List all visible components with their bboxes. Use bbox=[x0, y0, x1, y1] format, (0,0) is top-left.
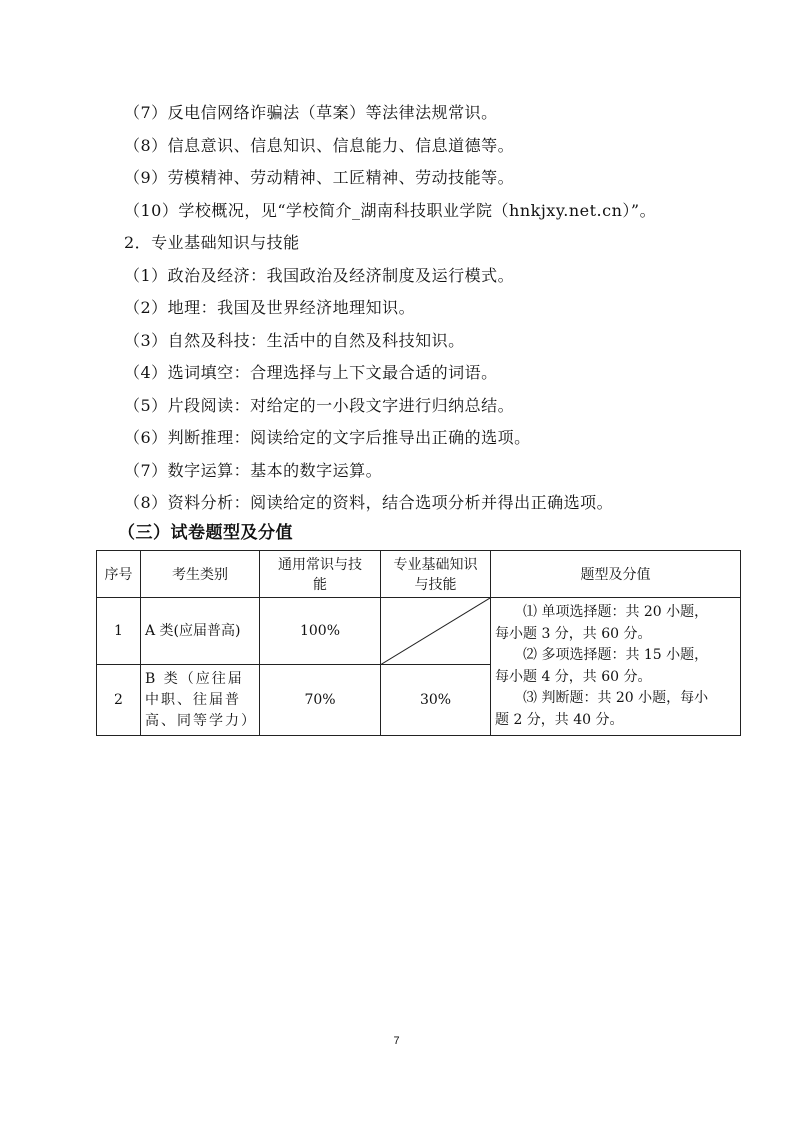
header-cell: 题型及分值 bbox=[491, 551, 741, 598]
header-cell: 考生类别 bbox=[141, 551, 260, 598]
header-cell: 序号 bbox=[97, 551, 141, 598]
general-cell: 70% bbox=[260, 665, 381, 736]
exam-table bbox=[96, 550, 741, 736]
category-cell: A 类(应届普高) bbox=[141, 598, 260, 665]
text-line: （2）地理：我国及世界经济地理知识。 bbox=[124, 298, 416, 317]
text-line: （8）资料分析：阅读给定的资料，结合选项分析并得出正确选项。 bbox=[124, 493, 614, 512]
qt-line: 每小题 3 分，共 60 分。 bbox=[495, 625, 652, 642]
table-header-row bbox=[97, 551, 741, 598]
page-number: 7 bbox=[393, 1035, 400, 1047]
qt-line: 每小题 4 分，共 60 分。 bbox=[495, 668, 652, 685]
category-cell: B 类（应往届中职、往届普高、同等学力） bbox=[141, 665, 260, 736]
header-cell: 专业基础知识与技能 bbox=[381, 551, 491, 598]
text-line: （7）数字运算：基本的数字运算。 bbox=[124, 460, 383, 480]
diagonal-line bbox=[381, 598, 490, 664]
text-line: （6）判断推理：阅读给定的文字后推导出正确的选项。 bbox=[124, 428, 531, 447]
qt-line: ⑶ 判断题：共 20 小题，每小 bbox=[523, 690, 709, 706]
general-cell: 100% bbox=[260, 598, 381, 665]
section-heading: （三）试卷题型及分值 bbox=[118, 523, 293, 543]
text-line: （9）劳模精神、劳动精神、工匠精神、劳动技能等。 bbox=[124, 168, 515, 187]
empty-diagonal-cell bbox=[381, 598, 491, 665]
row-number: 1 bbox=[97, 598, 141, 665]
professional-cell: 30% bbox=[381, 665, 491, 736]
table-row bbox=[97, 598, 741, 665]
question-types-cell bbox=[491, 598, 741, 736]
text-line: （10）学校概况，见“学校简介_湖南科技职业学院（hnkjxy.net.cn）”。 bbox=[124, 200, 657, 220]
text-line: （7）反电信网络诈骗法（草案）等法律法规常识。 bbox=[124, 103, 498, 122]
qt-line: 题 2 分，共 40 分。 bbox=[495, 711, 624, 728]
row-number: 2 bbox=[97, 665, 141, 736]
qt-line: ⑵ 多项选择题：共 15 小题， bbox=[523, 647, 709, 663]
text-line: 2．专业基础知识与技能 bbox=[124, 233, 300, 252]
text-line: （5）片段阅读：对给定的一小段文字进行归纳总结。 bbox=[124, 395, 515, 415]
text-line: （4）选词填空：合理选择与上下文最合适的词语。 bbox=[124, 363, 498, 382]
text-line: （8）信息意识、信息知识、信息能力、信息道德等。 bbox=[124, 135, 515, 155]
text-line: （3）自然及科技：生活中的自然及科技知识。 bbox=[124, 330, 465, 350]
qt-line: ⑴ 单项选择题：共 20 小题， bbox=[523, 604, 709, 620]
header-cell: 通用常识与技能 bbox=[260, 551, 381, 598]
text-line: （1）政治及经济：我国政治及经济制度及运行模式。 bbox=[124, 265, 515, 285]
